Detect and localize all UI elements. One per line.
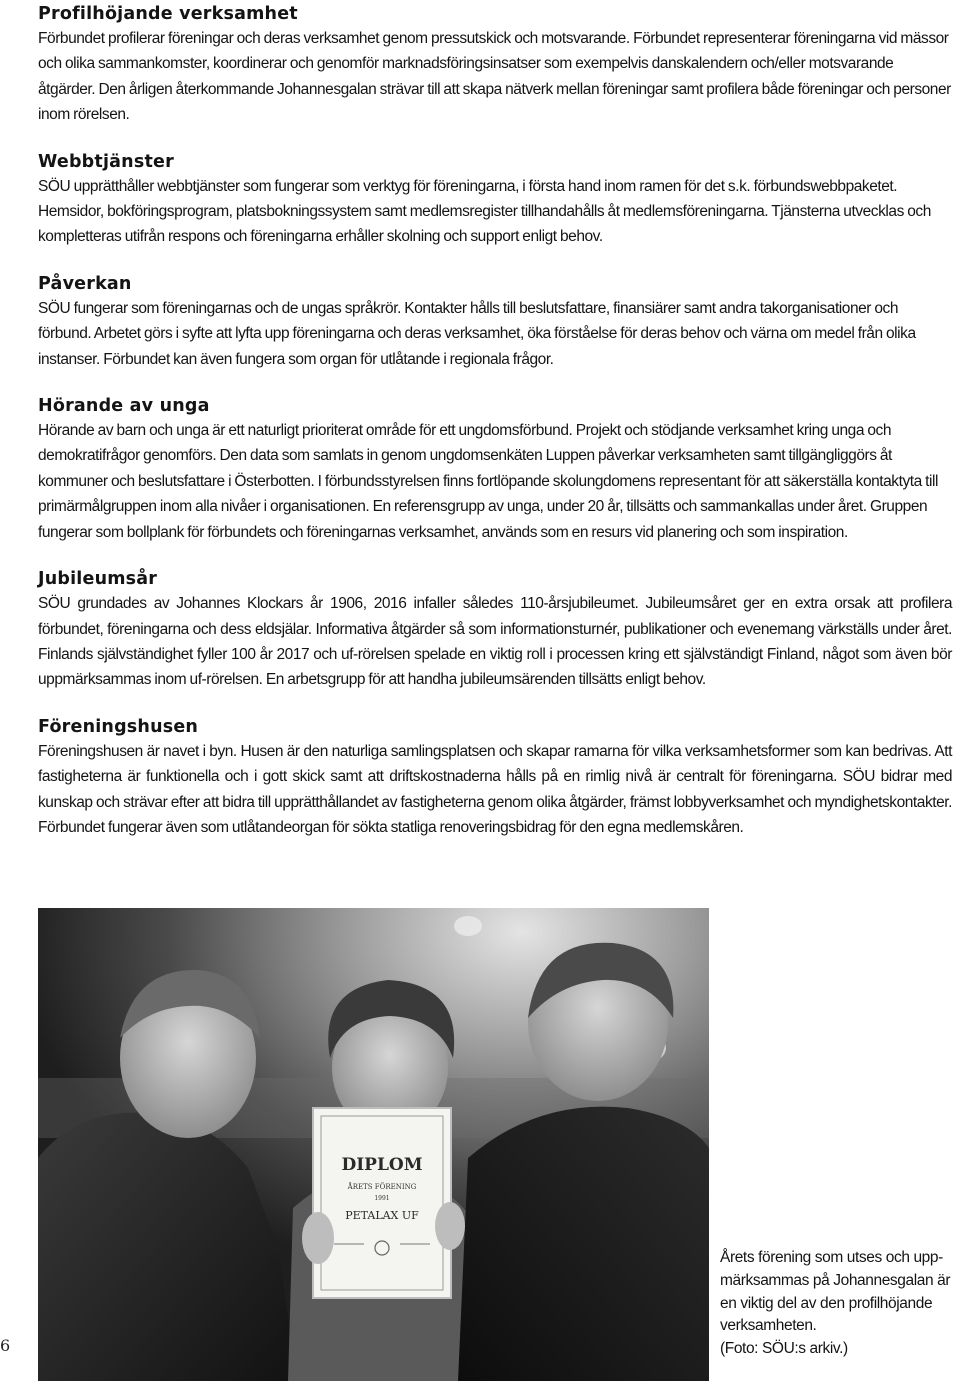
section-body: SÖU fungerar som föreningarnas och de ungas språkrör. Kontakter hålls till beslutsfattare, finansiärer samt andra takorganisationer och förbund. Arbetet görs i syfte att lyfta upp föreningarna och deras verksamhet, öka förståelse för deras behov och värna om medel från olika instanser. Förbundet kan även fungera som organ för utlåtande i regionala frågor. (38, 299, 916, 368)
section-body: Förbundet profilerar föreningar och deras verksamhet genom pressutskick och motsvarande. Förbundet representerar föreningarna vid mässor och olika sammankomster, koordinerar och genomför marknadsföringsinsatser som exempelvis danskalendern och/eller motsvarande åtgärder. Den årligen återkommande Johannesgalan strävar till att skapa nätverk mellan föreningar samt profilera både föreningar och personer inom rörelsen. (38, 30, 951, 124)
section-profilhojande-verksamhet (38, 2, 952, 128)
section-foreningshusen (38, 715, 952, 841)
diploma-subtitle: ÅRETS FÖRENING (347, 1183, 417, 1191)
diploma-name: PETALAX UF (345, 1209, 419, 1222)
section-heading: Profilhöjande verksamhet (38, 4, 298, 24)
photo-diploma-ceremony (38, 908, 709, 1381)
section-heading: Föreningshusen (38, 716, 199, 737)
section-heading: Påverkan (38, 273, 132, 294)
section-heading: Hörande av unga (38, 396, 210, 417)
document-page (38, 2, 952, 862)
caption-line: en viktig del av den profilhöjande (720, 1294, 933, 1312)
section-body: Hörande av barn och unga är ett naturligt prioriterat område för ett ungdomsförbund. Projekt och stödjande verksamhet kring unga och demokratifrågor genomförs. Den data som samlats in genom ungdomsenkäten Luppen påverkar verksamheten samt tillgängliggörs åt kommuner och beslutsfattare i Österbotten. I förbundsstyrelsen finns fortlöpande skolungdomens representant för att säkerställa kontaktyta till primärmålgruppen inom alla nivåer i organisationen. En referensgrupp av unga, under 20 år, tillsätts och sammankallas under året. Gruppen fungerar som bollplank för förbundets och föreningarnas verksamhet, används som en resurs vid planering och som inspiration. (38, 422, 938, 541)
caption-line: Årets förening som utses och upp- (720, 1249, 943, 1266)
section-body: Föreningshusen är navet i byn. Husen är den naturliga samlingsplatsen och skapar ramarna för vilka verksamhetsformer som kan bedrivas. Att fastigheterna är funktionella och i gott skick samt att driftskostnaderna hålls på en rimlig nivå är centralt för föreningarna. SÖU bidrar med kunskap och strävar efter att bidra till upprätthållandet av fastigheterna genom olika åtgärder, främst lobbyverksamhet och myndighetskontakter. Förbundet fungerar även som utlåtandeorgan för sökta statliga renoveringsbidrag för den egna medlemskåren. (38, 742, 952, 836)
diploma-title: DIPLOM (341, 1155, 423, 1175)
section-body: SÖU grundades av Johannes Klockars år 1906, 2016 infaller således 110-årsjubileumet. Jubileumsåret ger en extra orsak att profilera förbundet, föreningarna och dess eldsjälar. Informativa åtgärder så som informationsturnér, publikationer och evenemang värkställs under året. Finlands självständighet fyller 100 år 2017 och uf-rörelsen spelade en viktig roll i processen kring ett självständigt Finland, något som även bör uppmärksammas inom uf-rörelsen. En arbetsgrupp för att handha jubileumsärenden tillsätts enligt behov. (38, 595, 952, 689)
diploma (313, 1108, 451, 1298)
section-horande-av-unga (38, 394, 952, 545)
diploma-year: 1991 (374, 1195, 390, 1202)
section-heading: Jubileumsår (38, 569, 158, 590)
section-body: SÖU upprätthåller webbtjänster som fungerar som verktyg för föreningarna, i första hand inom ramen för det s.k. förbundswebbpaketet. Hemsidor, bokföringsprogram, platsbokningssystem samt medlemsregister tillhandahålls åt medlemsföreningarna. Tjänsterna utvecklas och kompletteras utifrån respons och föreningarna erhåller skolning och support enligt behov. (38, 177, 931, 246)
section-heading: Webbtjänster (38, 151, 174, 172)
caption-line: verksamheten. (720, 1317, 817, 1335)
page-number: 6 (0, 1336, 11, 1355)
section-webbtjanster (38, 150, 952, 250)
photo-caption (720, 1247, 960, 1361)
caption-credit: (Foto: SÖU:s arkiv.) (720, 1340, 848, 1358)
section-paverkan (38, 272, 952, 372)
section-jubileumsar (38, 567, 952, 693)
caption-line: märksammas på Johannesgalan är (720, 1271, 951, 1289)
